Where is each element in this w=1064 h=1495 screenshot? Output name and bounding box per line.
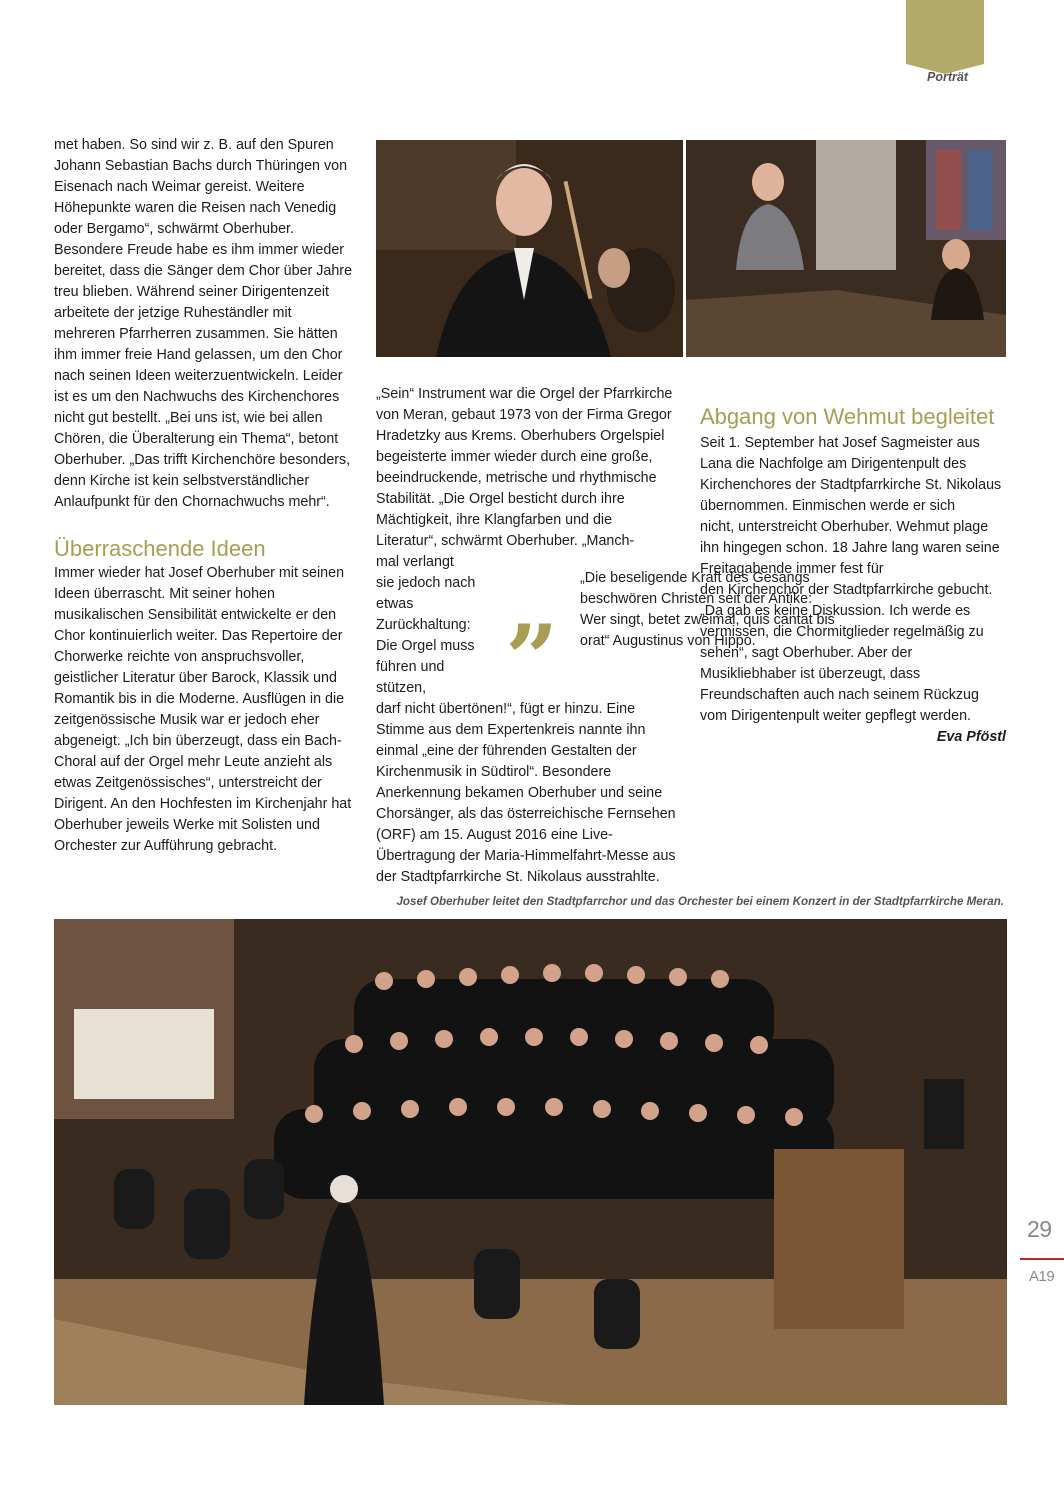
- paragraph-wrap: mal verlangt sie jedoch nach etwas Zurückhaltung: Die Orgel muss führen und stützen,: [376, 554, 476, 696]
- section-tab: [906, 0, 984, 64]
- photo-choir-concert-image: [54, 919, 1007, 1405]
- author-signature: Eva Pföstl: [936, 729, 1006, 745]
- paragraph: met haben. So sind wir z. B. auf den Spuren Johann Sebastian Bachs durch Thüringen von Eisenach nach Weimar gereist. Weitere Höhepunkte waren die Reisen nach Venedig oder Bergamo“, schwärmt Oberhuber. Besondere Freude habe es ihm immer wieder bereitet, dass die Sänger dem Chor über Jahre treu blieben. Während seiner Dirigentenzeit arbeitete der jetzige Ruheständler mit mehreren Pfarrherren zusammen. Sie hätten ihm immer freie Hand gelassen, um den Chor nach seinen Ideen weiterzuentwickeln. Leider ist es um den Nachwuchs des Kirchenchores nicht gut bestellt. „Bei uns ist, wie bei allen Chören, die Überalterung ein Thema“, betont Oberhuber. „Das trifft Kirchenchöre besonders, denn Kirche ist kein selbstverständlicher Anlaufpunkt für den Chornachwuchs mehr“.: [54, 137, 353, 510]
- paragraph: den Kirchenchor der Stadtpfarrkirche gebucht. „Da gab es keine Diskussion. Ich werde es vermissen, die Chormitglieder regelmäßig zu sehen“, sagt Oberhuber. Aber der Musikliebhaber ist überzeugt, dass Freundschaften auch nach seinem Rückzug vom Dirigentenpult weiter gepflegt werden.: [700, 582, 993, 724]
- pull-quote-text: „Die beseligende Kraft des Gesangs beschwören Christen seit der Antike: Wer singt, betet zweimal, quis cantat bis orat“ Augustinus von Hippo.: [580, 570, 835, 649]
- photo-choir-concert: [54, 919, 1007, 1405]
- photo-conductor-wide-image: [686, 140, 1006, 357]
- quote-mark-icon: „: [507, 552, 560, 660]
- paragraph-wrap: nicht, unterstreicht Oberhuber. Wehmut plage ihn hingegen schon. 18 Jahre lang waren seine Freitagabende immer fest für: [700, 519, 1000, 577]
- paragraph: Immer wieder hat Josef Oberhuber mit seinen Ideen überrascht. Mit seiner hohen musikalischen Sensibilität entwickelte er den Chor kontinuierlich weiter. Das Repertoire der Chorwerke reichte von anspruchsvoller, geistlicher Literatur über Barock, Klassik und Romantik bis in die Moderne. Ausflügen in die zeitgenössische Musik war er jedoch eher abgeneigt. „Ich bin überzeugt, dass ein Bach-Choral auf der Orgel mehr Leute anzieht als etwas Zeitgenössisches“, unterstreicht der Dirigent. An den Hochfesten im Kirchenjahr hat Oberhuber jeweils Werke mit Solisten und Orchester zur Aufführung gebracht.: [54, 565, 352, 854]
- photo-caption: Josef Oberhuber leitet den Stadtpfarrchor und das Orchester bei einem Konzert in der Stadtpfarrkirche Meran.: [396, 895, 1004, 908]
- issue-label: A19: [1029, 1268, 1055, 1285]
- photo-conductor-wide: [686, 140, 1006, 357]
- paragraph: „Sein“ Instrument war die Orgel der Pfarrkirche von Meran, gebaut 1973 von der Firma Gregor Hradetzky aus Krems. Oberhubers Orgelspiel begeisterte immer wieder durch eine große, beeindruckende, metrische und rhythmische Stabilität. „Die Orgel besticht durch ihre Mächtigkeit, ihre Klangfarben und die Literatur“, schwärmt Oberhuber. „Manch-: [376, 386, 673, 549]
- paragraph: darf nicht übertönen!“, fügt er hinzu. Eine Stimme aus dem Expertenkreis nannte ihn einmal „eine der führenden Gestalten der Kirchenmusik in Südtirol“. Besondere Anerkennung bekamen Oberhuber und seine Chorsänger, als das österreichische Fernsehen (ORF) am 15. August 2016 eine Live-Übertragung der Maria-Himmelfahrt-Messe aus der Stadtpfarrkirche St. Nikolaus ausstrahlte.: [376, 701, 676, 885]
- section-label: Porträt: [927, 70, 968, 84]
- column-right: [700, 403, 1006, 748]
- photo-conductor-closeup: [376, 140, 683, 357]
- paragraph: Seit 1. September hat Josef Sagmeister aus Lana die Nachfolge am Dirigentenpult des Kirchenchores der Stadtpfarrkirche St. Nikolaus übernommen. Einmischen werde er sich: [700, 435, 1002, 514]
- section-heading: Überraschende Ideen: [54, 536, 266, 561]
- photo-conductor-closeup-image: [376, 140, 683, 357]
- page-number: 29: [1027, 1216, 1052, 1242]
- page-number-rule: [1020, 1258, 1064, 1260]
- section-heading: Abgang von Wehmut begleitet: [700, 404, 995, 429]
- column-left: [54, 135, 356, 857]
